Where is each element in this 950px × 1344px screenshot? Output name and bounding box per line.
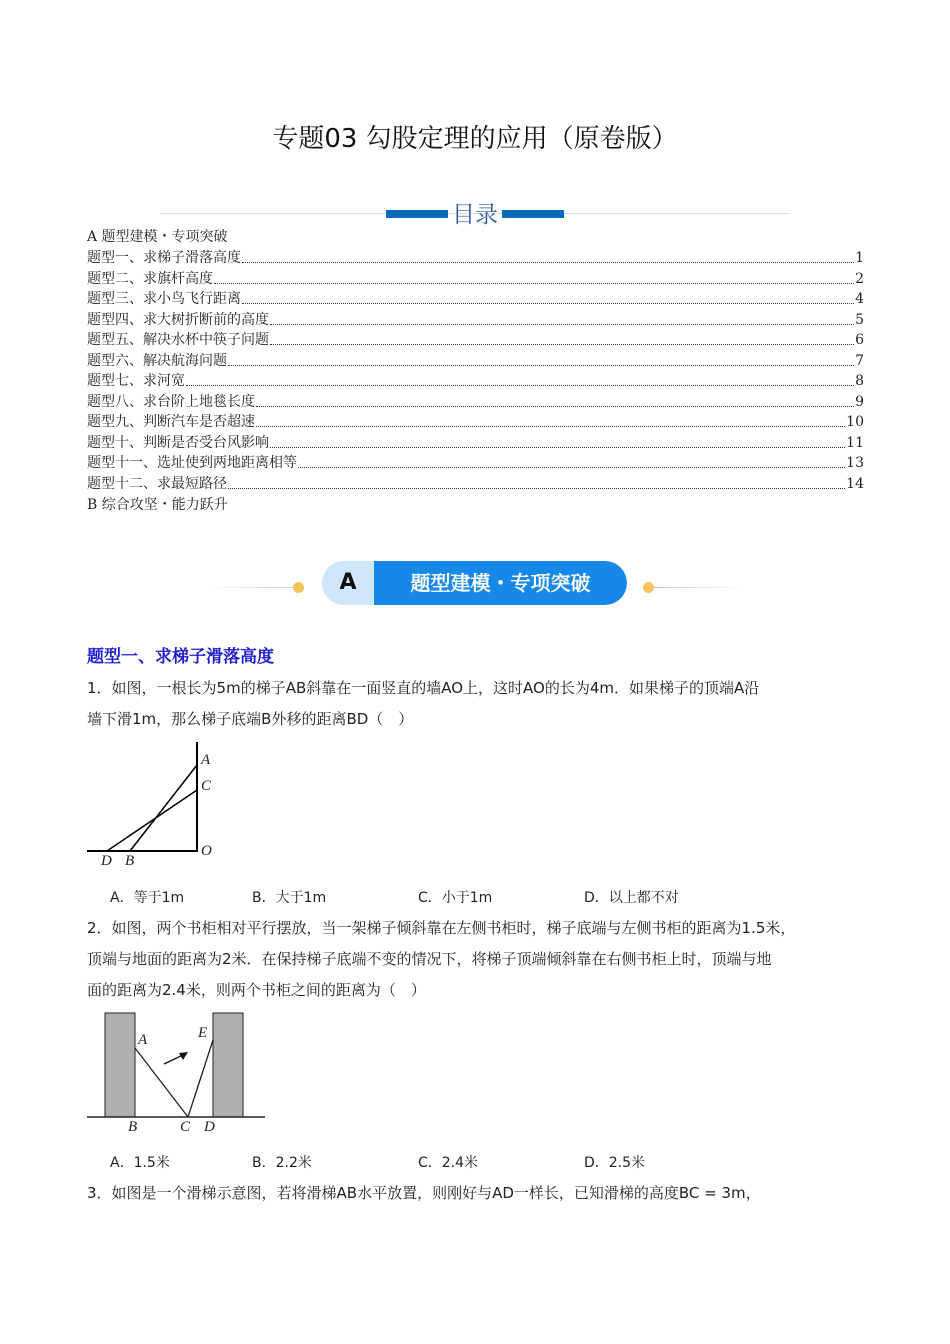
section-title: 题型一、求梯子滑落高度: [87, 647, 274, 667]
toc-item[interactable]: [87, 412, 864, 432]
toc-leader: [298, 453, 845, 468]
toc-item[interactable]: [87, 474, 864, 494]
toc-item-label: 题型九、判断汽车是否超速: [87, 414, 255, 430]
banner-letter: A: [339, 570, 357, 595]
toc-item[interactable]: [87, 351, 864, 371]
question-line: 面的距离为2.4米，则两个书柜之间的距离为（ ）: [87, 981, 426, 999]
option-b[interactable]: B．大于1m: [252, 890, 327, 906]
toc-page-number: 14: [846, 475, 864, 492]
toc-page-number: 9: [855, 393, 864, 410]
banner-dot-right: [643, 582, 654, 593]
question-line: 3．如图是一个滑梯示意图，若将滑梯AB水平放置，则刚好与AD一样长，已知滑梯的高度BC = 3m，: [87, 1184, 761, 1202]
toc-item-label: 题型五、解决水杯中筷子问题: [87, 332, 269, 348]
toc-page-number: 7: [855, 352, 864, 369]
question-3-text: [87, 1178, 877, 1209]
option-a[interactable]: A．1.5米: [110, 1155, 170, 1171]
toc-item-label: 题型二、求旗杆高度: [87, 270, 213, 287]
label-a: A: [201, 752, 211, 768]
toc-heading: 目录: [452, 202, 498, 228]
toc-leader: [270, 310, 854, 325]
toc-item[interactable]: [87, 330, 864, 350]
toc-leader: [270, 433, 845, 448]
label-e: E: [198, 1025, 208, 1041]
label-o: O: [201, 843, 212, 859]
label-a: A: [138, 1032, 148, 1048]
question-line: 1．如图，一根长为5m的梯子AB斜靠在一面竖直的墙AO上，这时AO的长为4m．如果梯子的顶端A沿: [87, 679, 760, 697]
toc-leader: [214, 269, 854, 284]
label-c: C: [180, 1119, 191, 1135]
toc-part-a[interactable]: [87, 227, 864, 247]
label-b: B: [125, 853, 135, 869]
toc-item-label: 题型四、求大树折断前的高度: [87, 311, 269, 328]
question-1-text: [87, 673, 877, 735]
banner-text: 题型建模・专项突破: [410, 571, 591, 595]
question-2-text: [87, 913, 877, 1006]
option-d[interactable]: D．2.5米: [584, 1155, 646, 1171]
toc-page-number: 1: [855, 250, 864, 266]
toc-leader: [242, 289, 854, 304]
toc-item-label: 题型六、解决航海问题: [87, 352, 227, 369]
banner-dot-left: [293, 582, 304, 593]
toc-leader: [228, 351, 854, 366]
option-c[interactable]: C．2.4米: [418, 1155, 479, 1171]
toc-item[interactable]: [87, 453, 864, 473]
question-line: 墙下滑1m，那么梯子底端B外移的距离BD（ ）: [87, 710, 414, 728]
toc-item[interactable]: [87, 289, 864, 309]
toc-page-number: 13: [846, 455, 864, 471]
toc-page-number: 8: [855, 373, 864, 389]
page-title: 专题03 勾股定理的应用（原卷版）: [272, 124, 678, 154]
toc-item-label: 题型十、判断是否受台风影响: [87, 434, 269, 451]
toc-page-number: 4: [855, 291, 864, 307]
toc-leader: [256, 412, 845, 427]
toc-page-number: 5: [855, 311, 864, 328]
toc-page-number: 10: [846, 414, 864, 430]
toc-leader: [186, 371, 854, 386]
option-b[interactable]: B．2.2米: [252, 1155, 312, 1171]
label-d: D: [101, 853, 112, 869]
banner-line-right: [654, 587, 744, 588]
option-c[interactable]: C．小于1m: [418, 890, 493, 906]
option-d[interactable]: D．以上都不对: [584, 890, 679, 906]
toc-leader: [256, 392, 854, 407]
toc-page-number: 6: [855, 332, 864, 348]
label-c: C: [201, 778, 212, 794]
toc-item[interactable]: [87, 433, 864, 453]
toc-leader: [242, 248, 854, 263]
option-a[interactable]: A．等于1m: [110, 890, 185, 906]
toc-item[interactable]: [87, 248, 864, 268]
toc-item-label: 题型七、求河宽: [87, 373, 185, 389]
toc-bar-right: [502, 210, 564, 218]
toc-item[interactable]: [87, 269, 864, 289]
label-b: B: [128, 1119, 138, 1135]
banner-line-left: [210, 587, 300, 588]
toc-leader: [228, 474, 845, 489]
toc-item-label: 题型三、求小鸟飞行距离: [87, 291, 241, 307]
toc-item[interactable]: [87, 310, 864, 330]
toc-page-number: 11: [846, 434, 864, 451]
toc-item-label: 题型八、求台阶上地毯长度: [87, 393, 255, 410]
toc-leader: [270, 330, 854, 345]
toc-item[interactable]: [87, 392, 864, 412]
question-line: 2．如图，两个书柜相对平行摆放，当一架梯子倾斜靠在左侧书柜时，梯子底端与左侧书柜的距离为1.5米，: [87, 919, 796, 937]
toc-item-label: 题型一、求梯子滑落高度: [87, 250, 241, 266]
toc-bar-left: [386, 210, 448, 218]
section-banner: [322, 561, 627, 605]
toc-part-b[interactable]: [87, 495, 864, 515]
toc-part-label: B 综合攻坚・能力跃升: [87, 497, 228, 513]
label-d: D: [204, 1119, 215, 1135]
toc-page-number: 2: [855, 270, 864, 287]
toc-item-label: 题型十二、求最短路径: [87, 475, 227, 492]
toc-item-label: 题型十一、选址使到两地距离相等: [87, 455, 297, 471]
toc-part-label: A 题型建模・专项突破: [87, 229, 228, 245]
figure-bookcases: [85, 1010, 270, 1125]
toc-item[interactable]: [87, 371, 864, 391]
question-line: 顶端与地面的距离为2米．在保持梯子底端不变的情况下，将梯子顶端倾斜靠在右侧书柜上时，顶端与地: [87, 950, 772, 968]
